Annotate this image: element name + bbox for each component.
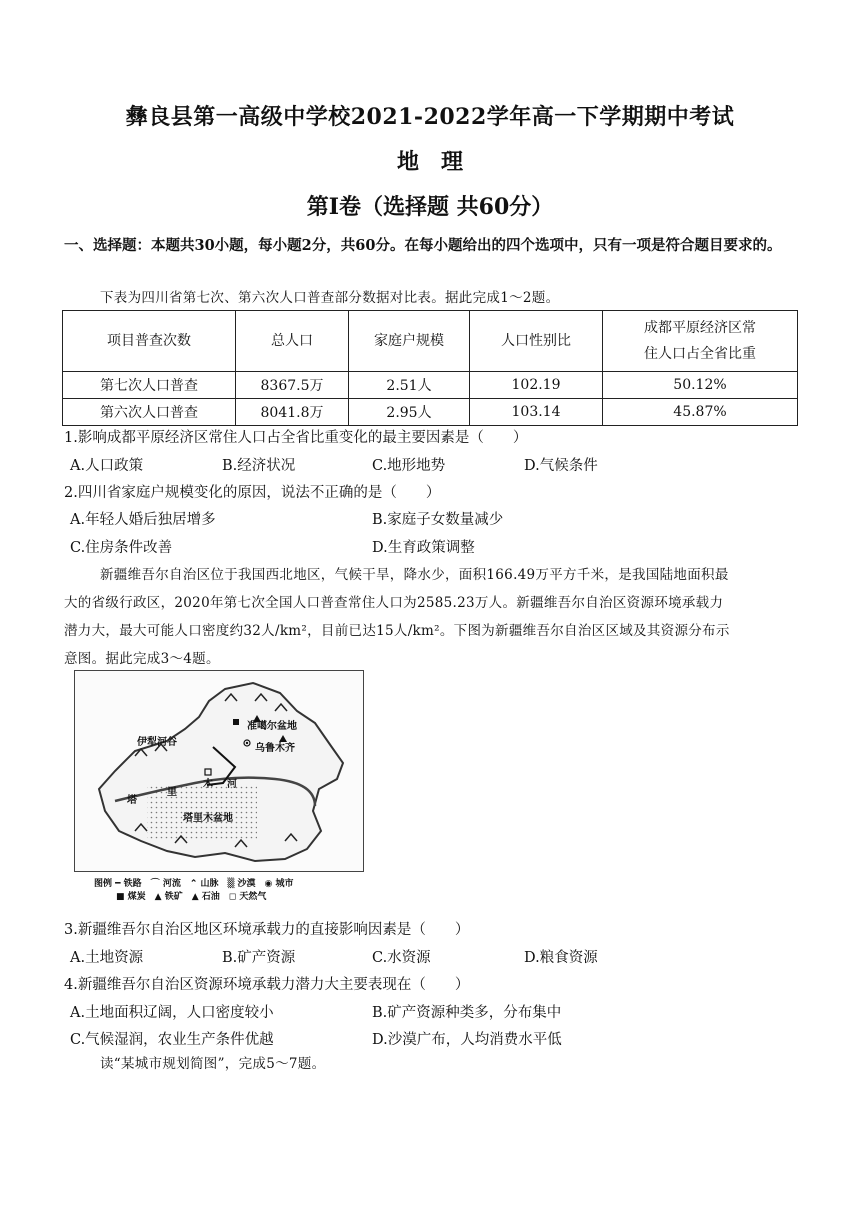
- map-label: 河: [227, 779, 237, 790]
- table-header-cell: 家庭户规模: [349, 311, 470, 372]
- map-label: 木: [203, 779, 213, 790]
- option-c[interactable]: C.水资源: [372, 950, 431, 966]
- table-cell: 第七次人口普查: [63, 372, 236, 399]
- table-header-cell: [603, 311, 798, 372]
- part-title: 第Ⅰ卷（选择题 共60分）: [306, 194, 554, 220]
- section-instruction: 一、选择题：本题共30小题，每小题2分，共60分。在每小题给出的四个选项中，只有一项是符合题目要求的。: [64, 237, 782, 254]
- option-b[interactable]: B.矿产资源: [222, 950, 296, 966]
- census-table: [62, 310, 798, 426]
- q3-4-intro-line-2: 大的省级行政区，2020年第七次全国人口普查常住人口为2585.23万人。新疆维吾尔自治区资源环境承载力: [64, 595, 724, 611]
- option-c[interactable]: C.住房条件改善: [70, 540, 173, 556]
- city-symbol: [246, 742, 248, 744]
- q3-4-intro-line-1: 新疆维吾尔自治区位于我国西北地区，气候干旱，降水少，面积166.49万平方千米，是我国陆地面积最: [100, 567, 729, 583]
- map-graphic: [75, 671, 363, 871]
- table-row: [63, 399, 798, 426]
- map-label: 乌鲁木齐: [255, 743, 295, 754]
- option-a[interactable]: A.土地面积辽阔，人口密度较小: [70, 1005, 274, 1021]
- table-cell: 2.51人: [349, 372, 470, 399]
- table-cell: 2.95人: [349, 399, 470, 426]
- table-header-cell: 总人口: [236, 311, 349, 372]
- map-legend: [94, 876, 294, 902]
- table-cell: 45.87%: [603, 399, 798, 426]
- map-label: 塔: [127, 795, 137, 806]
- map-label: 准噶尔盆地: [247, 721, 297, 732]
- question-2-stem: 2.四川省家庭户规模变化的原因，说法不正确的是（ ）: [64, 485, 441, 501]
- q3-4-intro-line-4: 意图。据此完成3～4题。: [64, 651, 220, 667]
- map-label: 塔里木盆地: [183, 813, 233, 824]
- legend-row: 图例 ━ 铁路 ⌒ 河流 ⌃ 山脉 ▒ 沙漠 ◉ 城市: [94, 879, 294, 889]
- table-cell: 102.19: [470, 372, 603, 399]
- question-4-stem: 4.新疆维吾尔自治区资源环境承载力潜力大主要表现在（ ）: [64, 977, 470, 993]
- table-header-cell: 项目普查次数: [63, 311, 236, 372]
- option-d[interactable]: D.粮食资源: [524, 950, 598, 966]
- option-b[interactable]: B.家庭子女数量减少: [372, 512, 504, 528]
- table-header-row: [63, 311, 798, 372]
- option-a[interactable]: A.人口政策: [70, 458, 144, 474]
- option-c[interactable]: C.地形地势: [372, 458, 446, 474]
- table-header-line: 成都平原经济区常: [644, 320, 756, 336]
- table-cell: 第六次人口普查: [63, 399, 236, 426]
- option-c[interactable]: C.气候湿润，农业生产条件优越: [70, 1032, 274, 1048]
- question-1-stem: 1.影响成都平原经济区常住人口占全省比重变化的最主要因素是（ ）: [64, 430, 528, 446]
- table-header-cell: 人口性别比: [470, 311, 603, 372]
- xinjiang-resource-map: [74, 670, 364, 872]
- subject-title: 地 理: [396, 149, 463, 175]
- option-b[interactable]: B.矿产资源种类多，分布集中: [372, 1005, 562, 1021]
- table-cell: 50.12%: [603, 372, 798, 399]
- table-header-line: 住人口占全省比重: [644, 346, 756, 362]
- coal-symbol: [233, 719, 239, 725]
- question-3-stem: 3.新疆维吾尔自治区地区环境承载力的直接影响因素是（ ）: [64, 922, 470, 938]
- legend-row: ■ 煤炭 ▲ 铁矿 ▲ 石油 ◻ 天然气: [116, 892, 267, 902]
- option-a[interactable]: A.年轻人婚后独居增多: [70, 512, 216, 528]
- option-d[interactable]: D.气候条件: [524, 458, 598, 474]
- q3-4-intro-line-3: 潜力大，最大可能人口密度约32人/km²，目前已达15人/km²。下图为新疆维吾尔自治区区域及其资源分布示: [64, 623, 730, 639]
- option-b[interactable]: B.经济状况: [222, 458, 296, 474]
- exam-title: 彝良县第一高级中学校2021-2022学年高一下学期期中考试: [125, 104, 735, 130]
- table-cell: 8367.5万: [236, 372, 349, 399]
- map-label: 伊犁河谷: [137, 737, 177, 748]
- option-d[interactable]: D.沙漠广布，人均消费水平低: [372, 1032, 562, 1048]
- option-d[interactable]: D.生育政策调整: [372, 540, 475, 556]
- map-label: 里: [167, 787, 177, 798]
- q1-2-intro: 下表为四川省第七次、第六次人口普查部分数据对比表。据此完成1～2题。: [100, 290, 560, 306]
- option-a[interactable]: A.土地资源: [70, 950, 144, 966]
- table-row: [63, 372, 798, 399]
- q5-7-intro: 读“某城市规划简图”，完成5～7题。: [100, 1056, 326, 1072]
- table-cell: 8041.8万: [236, 399, 349, 426]
- table-cell: 103.14: [470, 399, 603, 426]
